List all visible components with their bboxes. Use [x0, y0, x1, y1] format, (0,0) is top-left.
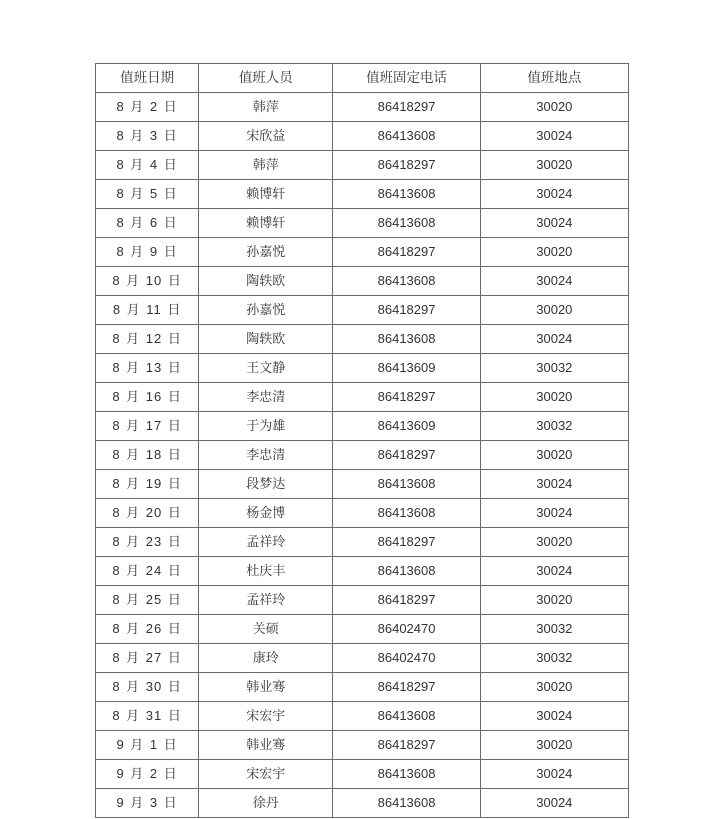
cell-date: 9 月 2 日	[96, 760, 199, 789]
table-row	[96, 209, 629, 238]
cell-date: 8 月 10 日	[96, 267, 199, 296]
cell-location: 30024	[480, 470, 628, 499]
cell-location: 30024	[480, 789, 628, 818]
cell-person: 宋宏宇	[199, 702, 333, 731]
cell-person: 于为雄	[199, 412, 333, 441]
cell-phone: 86418297	[333, 673, 480, 702]
cell-phone: 86418297	[333, 528, 480, 557]
cell-date: 8 月 17 日	[96, 412, 199, 441]
cell-location: 30020	[480, 383, 628, 412]
cell-person: 杜庆丰	[199, 557, 333, 586]
cell-phone: 86413608	[333, 789, 480, 818]
cell-phone: 86413608	[333, 122, 480, 151]
cell-person: 段梦达	[199, 470, 333, 499]
cell-phone: 86413608	[333, 470, 480, 499]
cell-date: 8 月 2 日	[96, 93, 199, 122]
table-row	[96, 673, 629, 702]
cell-person: 杨金博	[199, 499, 333, 528]
cell-phone: 86418297	[333, 383, 480, 412]
cell-date: 8 月 27 日	[96, 644, 199, 673]
cell-location: 30024	[480, 499, 628, 528]
cell-phone: 86402470	[333, 615, 480, 644]
cell-date: 8 月 26 日	[96, 615, 199, 644]
cell-person: 李忠清	[199, 383, 333, 412]
cell-date: 8 月 23 日	[96, 528, 199, 557]
table-row	[96, 470, 629, 499]
cell-person: 韩业骞	[199, 731, 333, 760]
cell-date: 8 月 9 日	[96, 238, 199, 267]
cell-phone: 86413608	[333, 760, 480, 789]
cell-person: 赖博轩	[199, 180, 333, 209]
cell-person: 李忠清	[199, 441, 333, 470]
cell-location: 30032	[480, 644, 628, 673]
table-row	[96, 238, 629, 267]
cell-phone: 86418297	[333, 441, 480, 470]
cell-phone: 86413609	[333, 354, 480, 383]
cell-location: 30020	[480, 296, 628, 325]
table-row	[96, 151, 629, 180]
cell-location: 30024	[480, 702, 628, 731]
cell-phone: 86413608	[333, 325, 480, 354]
cell-date: 9 月 1 日	[96, 731, 199, 760]
cell-location: 30024	[480, 122, 628, 151]
header-phone: 值班固定电话	[333, 64, 480, 93]
cell-location: 30024	[480, 325, 628, 354]
table-row	[96, 122, 629, 151]
cell-location: 30024	[480, 180, 628, 209]
table-row	[96, 180, 629, 209]
cell-person: 孙嘉悦	[199, 238, 333, 267]
cell-location: 30020	[480, 528, 628, 557]
cell-location: 30032	[480, 615, 628, 644]
cell-date: 8 月 11 日	[96, 296, 199, 325]
table-row	[96, 615, 629, 644]
cell-phone: 86413608	[333, 209, 480, 238]
cell-date: 8 月 19 日	[96, 470, 199, 499]
cell-location: 30020	[480, 151, 628, 180]
cell-phone: 86413608	[333, 180, 480, 209]
table-row	[96, 760, 629, 789]
table-row	[96, 267, 629, 296]
cell-date: 8 月 16 日	[96, 383, 199, 412]
table-row	[96, 383, 629, 412]
cell-person: 宋欣益	[199, 122, 333, 151]
cell-date: 8 月 4 日	[96, 151, 199, 180]
cell-date: 8 月 13 日	[96, 354, 199, 383]
cell-location: 30032	[480, 412, 628, 441]
cell-person: 赖博轩	[199, 209, 333, 238]
table-row	[96, 412, 629, 441]
table-row	[96, 789, 629, 818]
cell-phone: 86413608	[333, 499, 480, 528]
cell-phone: 86413608	[333, 267, 480, 296]
header-location: 值班地点	[480, 64, 628, 93]
cell-location: 30024	[480, 267, 628, 296]
cell-person: 韩业骞	[199, 673, 333, 702]
table-row	[96, 354, 629, 383]
cell-location: 30024	[480, 209, 628, 238]
cell-date: 8 月 3 日	[96, 122, 199, 151]
table-header-row	[96, 64, 629, 93]
table-row	[96, 557, 629, 586]
table-row	[96, 528, 629, 557]
header-date: 值班日期	[96, 64, 199, 93]
cell-person: 韩萍	[199, 151, 333, 180]
duty-schedule-table	[95, 63, 629, 818]
cell-date: 8 月 31 日	[96, 702, 199, 731]
cell-date: 8 月 12 日	[96, 325, 199, 354]
cell-person: 王文静	[199, 354, 333, 383]
table-row	[96, 499, 629, 528]
cell-person: 陶轶欧	[199, 267, 333, 296]
cell-phone: 86418297	[333, 238, 480, 267]
table-body	[96, 93, 629, 818]
cell-phone: 86413609	[333, 412, 480, 441]
cell-phone: 86418297	[333, 586, 480, 615]
table-row	[96, 93, 629, 122]
cell-date: 9 月 3 日	[96, 789, 199, 818]
cell-phone: 86418297	[333, 731, 480, 760]
cell-location: 30020	[480, 238, 628, 267]
table-row	[96, 441, 629, 470]
cell-person: 宋宏宇	[199, 760, 333, 789]
cell-phone: 86413608	[333, 557, 480, 586]
cell-phone: 86418297	[333, 151, 480, 180]
table-row	[96, 586, 629, 615]
cell-location: 30024	[480, 557, 628, 586]
header-person: 值班人员	[199, 64, 333, 93]
cell-location: 30020	[480, 586, 628, 615]
table-row	[96, 644, 629, 673]
cell-phone: 86418297	[333, 93, 480, 122]
cell-phone: 86413608	[333, 702, 480, 731]
cell-date: 8 月 5 日	[96, 180, 199, 209]
table-row	[96, 296, 629, 325]
table-row	[96, 702, 629, 731]
cell-phone: 86418297	[333, 296, 480, 325]
cell-location: 30024	[480, 760, 628, 789]
cell-date: 8 月 30 日	[96, 673, 199, 702]
cell-person: 孟祥玲	[199, 528, 333, 557]
cell-phone: 86402470	[333, 644, 480, 673]
cell-location: 30020	[480, 673, 628, 702]
cell-person: 关硕	[199, 615, 333, 644]
cell-person: 康玲	[199, 644, 333, 673]
cell-date: 8 月 20 日	[96, 499, 199, 528]
cell-location: 30020	[480, 441, 628, 470]
cell-location: 30020	[480, 731, 628, 760]
cell-location: 30020	[480, 93, 628, 122]
cell-date: 8 月 25 日	[96, 586, 199, 615]
cell-location: 30032	[480, 354, 628, 383]
table-row	[96, 325, 629, 354]
cell-date: 8 月 24 日	[96, 557, 199, 586]
cell-person: 徐丹	[199, 789, 333, 818]
cell-date: 8 月 6 日	[96, 209, 199, 238]
cell-date: 8 月 18 日	[96, 441, 199, 470]
cell-person: 韩萍	[199, 93, 333, 122]
cell-person: 陶轶欧	[199, 325, 333, 354]
cell-person: 孙嘉悦	[199, 296, 333, 325]
cell-person: 孟祥玲	[199, 586, 333, 615]
table-row	[96, 731, 629, 760]
